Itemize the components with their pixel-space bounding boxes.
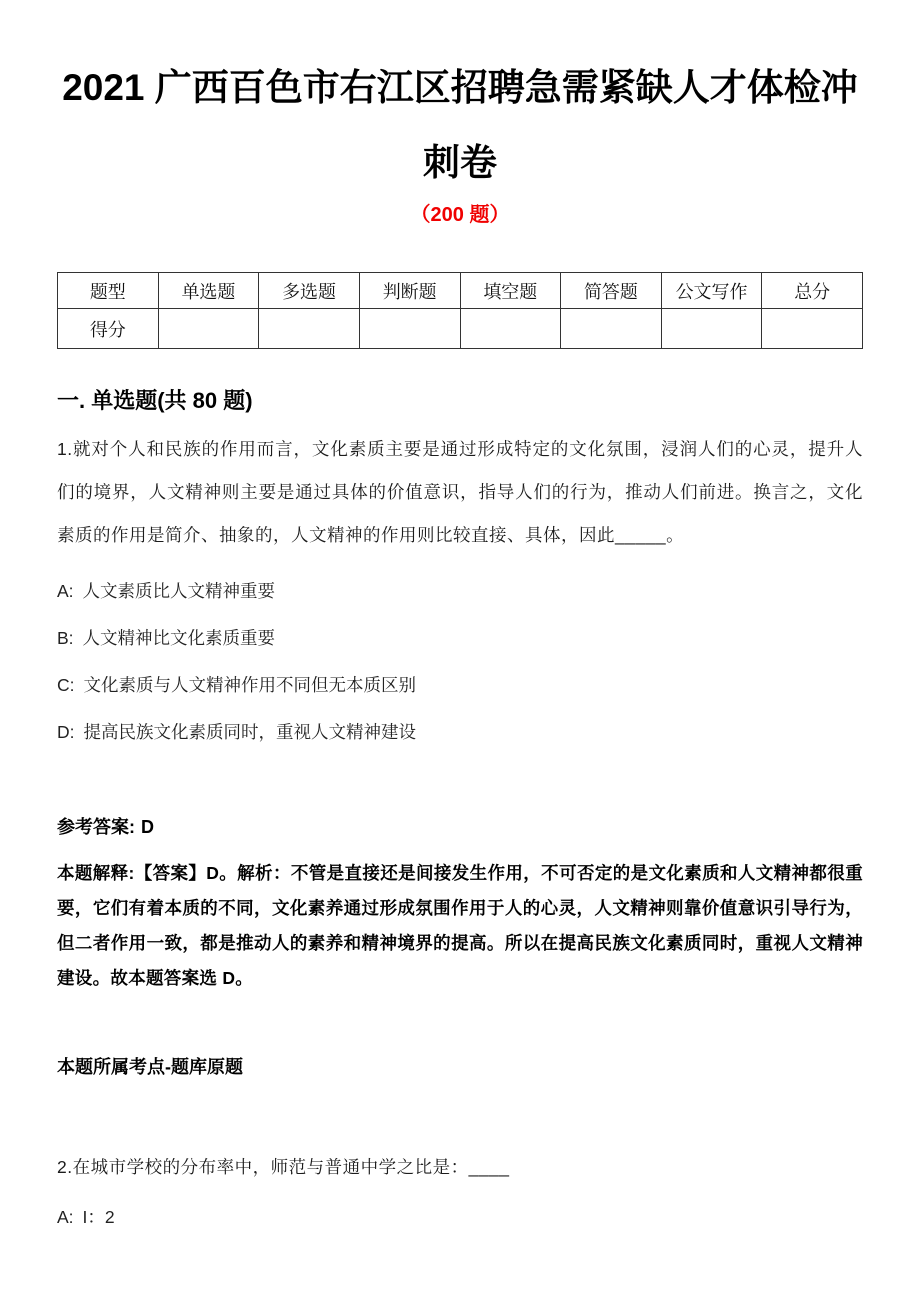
option-label: A:: [57, 581, 74, 601]
score-cell-empty: [561, 309, 662, 349]
question-1-stem: 1.就对个人和民族的作用而言，文化素质主要是通过形成特定的文化氛围，浸润人们的心灵，提升人们的境界，人文精神则主要是通过具体的价值意识，指导人们的行为，推动人们前进。换言之，文化素质的作用是简介、抽象的，人文精神的作用则比较直接、具体，因此_____。: [57, 439, 863, 545]
option-text: 人文精神比文化素质重要: [82, 628, 276, 648]
section-heading: 一. 单选题(共 80 题): [57, 388, 253, 413]
score-table-header-cell: 简答题: [561, 273, 662, 309]
answer-label: 参考答案:: [57, 817, 135, 837]
score-row-label: 得分: [58, 309, 159, 349]
page-title: 2021 广西百色市右江区招聘急需紧缺人才体检冲刺卷: [62, 67, 858, 183]
question-1-option-a: [57, 578, 863, 604]
question-1-explanation: 本题解释:【答案】D。解析：不管是直接还是间接发生作用，不可否定的是文化素质和人文精神都很重要，它们有着本质的不同，文化素养通过形成氛围作用于人的心灵，人文精神则靠价值意识引导行为，但二者作用一致，都是推动人的素养和精神境界的提高。所以在提高民族文化素质同时，重视人文精神建设。故本题答案选 D。: [57, 863, 863, 988]
score-table: [57, 272, 863, 349]
score-cell-empty: [259, 309, 360, 349]
score-table-header-cell: 填空题: [460, 273, 561, 309]
question-2-options: [57, 1204, 863, 1230]
option-text: 提高民族文化素质同时，重视人文精神建设: [83, 722, 416, 742]
score-table-score-row: [58, 309, 863, 349]
reference-answer: [57, 814, 863, 840]
score-cell-empty: [460, 309, 561, 349]
option-text: I：2: [82, 1207, 115, 1227]
answer-value: D: [141, 817, 154, 837]
score-table-header-row: [58, 273, 863, 309]
option-label: C:: [57, 675, 75, 695]
score-table-header-cell: 单选题: [158, 273, 259, 309]
score-table-header-cell: 总分: [762, 273, 863, 309]
question-2-option-a: [57, 1204, 863, 1230]
exam-point-note: 本题所属考点-题库原题: [57, 1057, 243, 1077]
score-cell-empty: [762, 309, 863, 349]
question-count-subtitle: （200 题）: [410, 204, 510, 226]
question-1-option-c: [57, 672, 863, 698]
option-text: 人文素质比人文精神重要: [82, 581, 276, 601]
option-label: A:: [57, 1207, 74, 1227]
question-1-option-b: [57, 625, 863, 651]
score-cell-empty: [661, 309, 762, 349]
question-2-stem: 2.在城市学校的分布率中，师范与普通中学之比是：____: [57, 1157, 510, 1177]
score-table-header-cell: 多选题: [259, 273, 360, 309]
question-1-option-d: [57, 719, 863, 745]
score-table-header-cell: 判断题: [359, 273, 460, 309]
score-table-header-cell: 题型: [58, 273, 159, 309]
score-cell-empty: [359, 309, 460, 349]
option-label: D:: [57, 722, 75, 742]
score-table-header-cell: 公文写作: [661, 273, 762, 309]
question-1-options: [57, 578, 863, 745]
score-cell-empty: [158, 309, 259, 349]
option-text: 文化素质与人文精神作用不同但无本质区别: [83, 675, 416, 695]
option-label: B:: [57, 628, 74, 648]
